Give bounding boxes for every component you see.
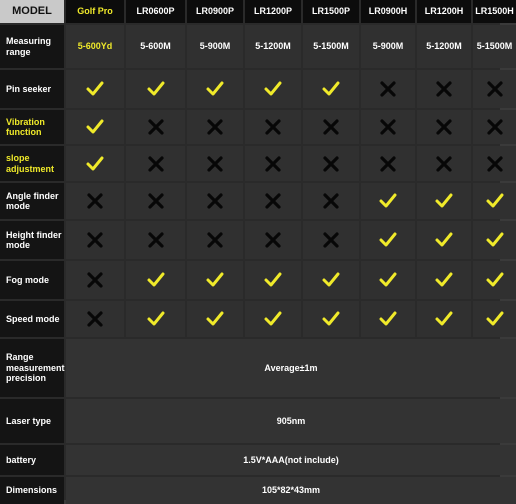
column-header: LR1500H <box>473 0 516 23</box>
column-header: LR1200H <box>417 0 471 23</box>
laser-type-value: 905nm <box>66 399 516 443</box>
check-icon <box>245 70 301 108</box>
check-icon <box>245 261 301 299</box>
check-icon <box>303 261 359 299</box>
cross-icon <box>245 146 301 181</box>
range-value: 5-600M <box>126 25 185 68</box>
model-header: MODEL <box>0 0 64 23</box>
cross-icon <box>245 183 301 219</box>
feature-row-label: Height finder mode <box>0 221 64 259</box>
cross-icon <box>303 221 359 259</box>
check-icon <box>417 183 471 219</box>
cross-icon <box>245 221 301 259</box>
check-icon <box>126 261 185 299</box>
cross-icon <box>66 301 124 337</box>
cross-icon <box>361 110 415 144</box>
range-value: 5-1200M <box>245 25 301 68</box>
check-icon <box>66 110 124 144</box>
feature-row-label: Fog mode <box>0 261 64 299</box>
check-icon <box>126 301 185 337</box>
column-header: LR0900H <box>361 0 415 23</box>
cross-icon <box>245 110 301 144</box>
range-value: 5-600Yd <box>66 25 124 68</box>
cross-icon <box>417 70 471 108</box>
column-header: LR0600P <box>126 0 185 23</box>
row-label-measuring-range: Measuring range <box>0 25 64 68</box>
cross-icon <box>126 110 185 144</box>
column-header: LR0900P <box>187 0 243 23</box>
feature-row-label: Pin seeker <box>0 70 64 108</box>
check-icon <box>303 301 359 337</box>
check-icon <box>473 183 516 219</box>
check-icon <box>245 301 301 337</box>
check-icon <box>473 261 516 299</box>
check-icon <box>187 261 243 299</box>
cross-icon <box>126 221 185 259</box>
check-icon <box>361 261 415 299</box>
cross-icon <box>361 70 415 108</box>
cross-icon <box>66 261 124 299</box>
battery-value: 1.5V*AAA(not include) <box>66 445 516 475</box>
cross-icon <box>187 146 243 181</box>
cross-icon <box>126 146 185 181</box>
check-icon <box>473 221 516 259</box>
range-value: 5-900M <box>361 25 415 68</box>
check-icon <box>66 70 124 108</box>
range-value: 5-1500M <box>473 25 516 68</box>
feature-row-label: Angle finder mode <box>0 183 64 219</box>
check-icon <box>66 146 124 181</box>
cross-icon <box>361 146 415 181</box>
column-header: LR1200P <box>245 0 301 23</box>
check-icon <box>417 221 471 259</box>
cross-icon <box>473 146 516 181</box>
check-icon <box>417 301 471 337</box>
row-label-precision: Range measurement precision <box>0 339 64 397</box>
check-icon <box>361 301 415 337</box>
row-label-dimensions: Dimensions <box>0 477 64 504</box>
cross-icon <box>187 221 243 259</box>
range-value: 5-1500M <box>303 25 359 68</box>
row-label-laser-type: Laser type <box>0 399 64 443</box>
check-icon <box>187 70 243 108</box>
check-icon <box>361 221 415 259</box>
check-icon <box>417 261 471 299</box>
cross-icon <box>417 110 471 144</box>
cross-icon <box>126 183 185 219</box>
check-icon <box>361 183 415 219</box>
cross-icon <box>473 110 516 144</box>
cross-icon <box>303 146 359 181</box>
feature-row-label: Vibration function <box>0 110 64 144</box>
precision-value: Average±1m <box>66 339 516 397</box>
check-icon <box>473 301 516 337</box>
dimensions-value: 105*82*43mm <box>66 477 516 504</box>
check-icon <box>126 70 185 108</box>
cross-icon <box>187 110 243 144</box>
cross-icon <box>303 183 359 219</box>
cross-icon <box>66 221 124 259</box>
check-icon <box>187 301 243 337</box>
cross-icon <box>417 146 471 181</box>
range-value: 5-900M <box>187 25 243 68</box>
range-value: 5-1200M <box>417 25 471 68</box>
feature-row-label: slope adjustment <box>0 146 64 181</box>
feature-row-label: Speed mode <box>0 301 64 337</box>
cross-icon <box>303 110 359 144</box>
check-icon <box>303 70 359 108</box>
column-header: LR1500P <box>303 0 359 23</box>
column-header: Golf Pro <box>66 0 124 23</box>
cross-icon <box>187 183 243 219</box>
row-label-battery: battery <box>0 445 64 475</box>
cross-icon <box>66 183 124 219</box>
cross-icon <box>473 70 516 108</box>
